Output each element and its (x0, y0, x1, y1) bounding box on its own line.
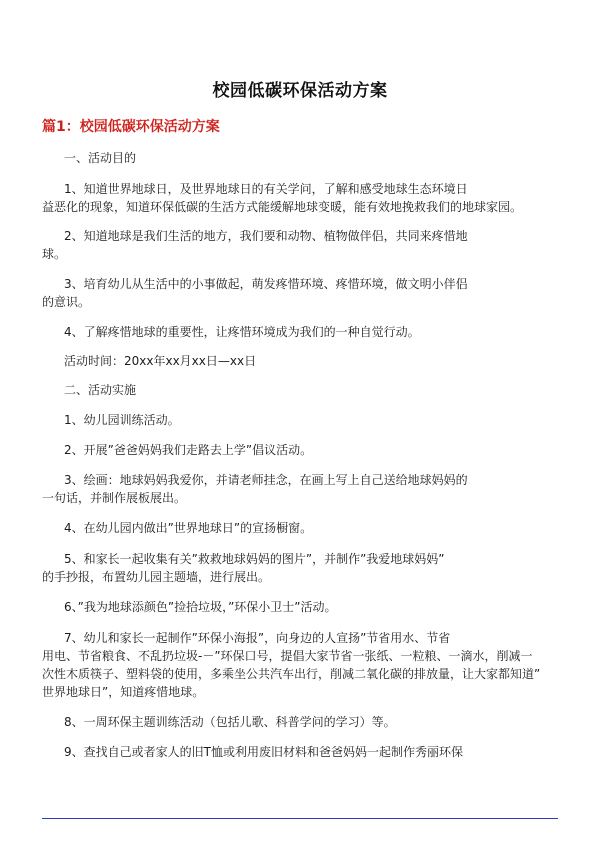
activity-time: 活动时间：20xx年xx月xx日—xx日 (64, 354, 257, 368)
paragraph-line: 世界地球日”，知道疼惜地球。 (42, 685, 205, 699)
paragraph-line: 2、开展”爸爸妈妈我们走路去上学”倡议活动。 (64, 443, 313, 457)
paragraph-line: 3、培育幼儿从生活中的小事做起，萌发疼惜环境、疼惜环境，做文明小伴侣 (64, 277, 468, 291)
paragraph-line: 次性木质筷子、塑料袋的使用，多乘坐公共汽车出行，削减二氧化碳的排放量，让大家都知道” (42, 667, 541, 681)
paragraph-line: 1、幼儿园训练活动。 (64, 413, 180, 427)
paragraph-line: 9、查找自己或者家人的旧T恤或利用废旧材料和爸爸妈妈一起制作秀丽环保 (64, 745, 463, 759)
paragraph-line: 5、和家长一起收集有关”救救地球妈妈的图片”，并制作”我爱地球妈妈” (64, 552, 445, 566)
paragraph-line: 6、”我为地球添颜色”捡拾垃圾，”环保小卫士”活动。 (64, 600, 337, 614)
paragraph-line: 的意识。 (42, 295, 91, 309)
paragraph-line: 7、幼儿和家长一起制作”环保小海报”，向身边的人宣扬”节省用水、节省 (64, 631, 451, 645)
paragraph-line: 用电、节省粮食、不乱扔垃圾-－”环保口号，提倡大家节省一张纸、一粒粮、一滴水，削减一 (42, 649, 533, 663)
paragraph-line: 1、知道世界地球日，及世界地球日的有关学问，了解和感受地球生态环境日 (64, 182, 468, 196)
paragraph-line: 一句话，并制作展板展出。 (42, 491, 187, 505)
paragraph-line: 4、在幼儿园内做出”世界地球日”的宣扬橱窗。 (64, 521, 313, 535)
paragraph-line: 4、了解疼惜地球的重要性，让疼惜环境成为我们的一种自觉行动。 (64, 325, 420, 339)
paragraph-line: 球。 (42, 247, 67, 261)
section-heading: 篇1：校园低碳环保活动方案 (42, 119, 220, 135)
heading-purpose: 一、活动目的 (64, 151, 137, 165)
paragraph-line: 8、一周环保主题训练活动（包括儿歌、科普学问的学习）等。 (64, 715, 396, 729)
paragraph-line: 益恶化的现象，知道环保低碳的生活方式能缓解地球变暖，能有效地挽救我们的地球家园。 (42, 200, 523, 214)
paragraph-line: 3、绘画：地球妈妈我爱你，并请老师挂念，在画上写上自己送给地球妈妈的 (64, 473, 468, 487)
paragraph-line: 的手抄报，布置幼儿园主题墙，进行展出。 (42, 570, 271, 584)
paragraph-line: 2、知道地球是我们生活的地方，我们要和动物、植物做伴侣，共同来疼惜地 (64, 229, 468, 243)
footer-divider (42, 818, 558, 819)
heading-implementation: 二、活动实施 (64, 383, 137, 397)
document-title: 校园低碳环保活动方案 (212, 81, 388, 101)
